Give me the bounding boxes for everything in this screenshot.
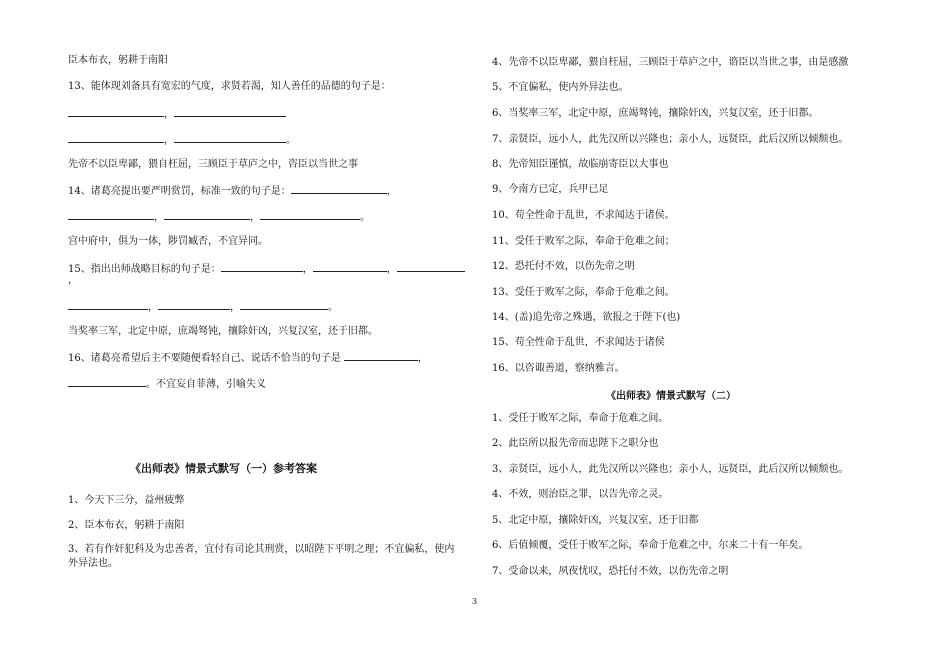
answer-blank[interactable] (68, 209, 154, 220)
question-15-row: 15、指出出师战略目标的句子是： ， ， (68, 261, 465, 277)
question-13: 13、能体现刘备具有宽宏的气度，求贤若渴，知人善任的品德的句子是： (68, 81, 391, 92)
answer-item: 7、亲贤臣，远小人，此先汉所以兴隆也；亲小人，远贤臣，此后汉所以倾颓也。 (492, 134, 849, 145)
answer-blank[interactable] (174, 132, 286, 143)
question-16-row: 16、诸葛亮希望后主不要随便看轻自己、说话不恰当的句子是 ， (68, 350, 428, 366)
answer-item: 8、先帝知臣谨慎，故临崩寄臣以大事也 (492, 159, 669, 170)
question-15: 15、指出出师战略目标的句子是： (68, 264, 221, 275)
answer-item: 16、以咨诹善道，察纳雅言。 (492, 363, 625, 374)
answer-item: 5、不宜偏私，使内外异法也。 (492, 82, 629, 93)
answer-blank[interactable] (68, 376, 146, 387)
answer-blank[interactable] (68, 106, 164, 117)
answer-item: 2、臣本布衣，躬耕于南阳 (68, 520, 185, 531)
comma-wrap: ， (68, 275, 78, 286)
text-line: 臣本布衣，躬耕于南阳 (68, 55, 168, 66)
answer-item: 4、先帝不以臣卑鄙，猥自枉屈，三顾臣于草庐之中，谘臣以当世之事，由是感激 (492, 57, 849, 68)
answer-item: 6、后值倾覆，受任于败军之际，奉命于危难之中，尔来二十有一年矣。 (492, 540, 809, 551)
answer-item: 13、受任于败军之际，奉命于危难之间。 (492, 287, 675, 298)
answer-item: 9、今南方已定，兵甲已足 (492, 184, 609, 195)
answer-item: 3、亲贤臣，远小人，此先汉所以兴隆也；亲小人，远贤臣，此后汉所以倾颓也。 (492, 464, 849, 475)
page-number: 3 (472, 597, 478, 606)
answer-blank[interactable] (68, 299, 148, 310)
answer-item: 1、今天下三分，益州疲弊 (68, 495, 185, 506)
answer-blank[interactable] (221, 261, 303, 272)
blank-row: ， (68, 106, 286, 122)
question-14: 14、诸葛亮提出要严明赏罚，标准一致的句子是： (68, 186, 291, 197)
blank-row: ， ， 。 (68, 299, 338, 315)
answer-item: 2、此臣所以报先帝而忠陛下之职分也 (492, 438, 659, 449)
section-title-1: 《出师表》情景式默写（一）参考答案 (130, 462, 317, 475)
answer-blank[interactable] (240, 299, 328, 310)
section-title-2: 《出师表》情景式默写（二） (606, 391, 736, 402)
answer-item: 5、北定中原，攘除奸凶，兴复汉室，还于旧都 (492, 515, 699, 526)
answer-13: 先帝不以臣卑鄙，猥自枉屈，三顾臣于草庐之中，咨臣以当世之事 (68, 159, 358, 170)
answer-item: 7、受命以来，夙夜忧叹，恐托付不效，以伤先帝之明 (492, 566, 729, 577)
answer-blank[interactable] (344, 350, 418, 361)
answer-blank[interactable] (291, 183, 387, 194)
answer-blank[interactable] (158, 299, 230, 310)
answer-14: 宫中府中，俱为一体，陟罚臧否，不宜异同。 (68, 236, 268, 247)
blank-row: ， ， 。 (68, 209, 370, 225)
answer-blank[interactable] (397, 261, 465, 272)
answer-16-row: 。不宜妄自菲薄，引喻失义 (68, 376, 266, 392)
answer-blank[interactable] (68, 132, 164, 143)
answer-item: 1、受任于败军之际，奉命于危难之间。 (492, 413, 669, 424)
answer-item: 11、受任于败军之际，奉命于危难之间； (492, 236, 675, 247)
question-14-row: 14、诸葛亮提出要严明赏罚，标准一致的句子是： ， (68, 183, 397, 199)
answer-16: 不宜妄自菲薄，引喻失义 (156, 379, 266, 390)
answer-15: 当奖率三军，北定中原，庶竭驽钝，攘除奸凶，兴复汉室，还于旧都。 (68, 326, 378, 337)
answer-blank[interactable] (313, 261, 387, 272)
answer-blank[interactable] (260, 209, 360, 220)
answer-item: 12、恐托付不效，以伤先帝之明 (492, 261, 635, 272)
answer-item: 10、苟全性命于乱世，不求闻达于诸侯。 (492, 210, 675, 221)
answer-item: 14、(盖)追先帝之殊遇，欲报之于陛下(也) (492, 312, 681, 323)
answer-item: 4、不效，则治臣之罪，以告先帝之灵。 (492, 489, 669, 500)
answer-blank[interactable] (174, 106, 286, 117)
blank-row: ， 。 (68, 132, 296, 148)
answer-item: 15、苟全性命于乱世，不求闻达于诸侯 (492, 337, 665, 348)
answer-blank[interactable] (164, 209, 250, 220)
question-16: 16、诸葛亮希望后主不要随便看轻自己、说话不恰当的句子是 (68, 353, 341, 364)
answer-item: 3、若有作奸犯科及为忠善者，宜付有司论其刑赏，以昭陛下平明之理；不宜偏私，使内外异法也。 (68, 544, 455, 569)
answer-item: 6、当奖率三军，北定中原，庶竭驽钝，攘除奸凶，兴复汉室，还于旧都。 (492, 108, 819, 119)
